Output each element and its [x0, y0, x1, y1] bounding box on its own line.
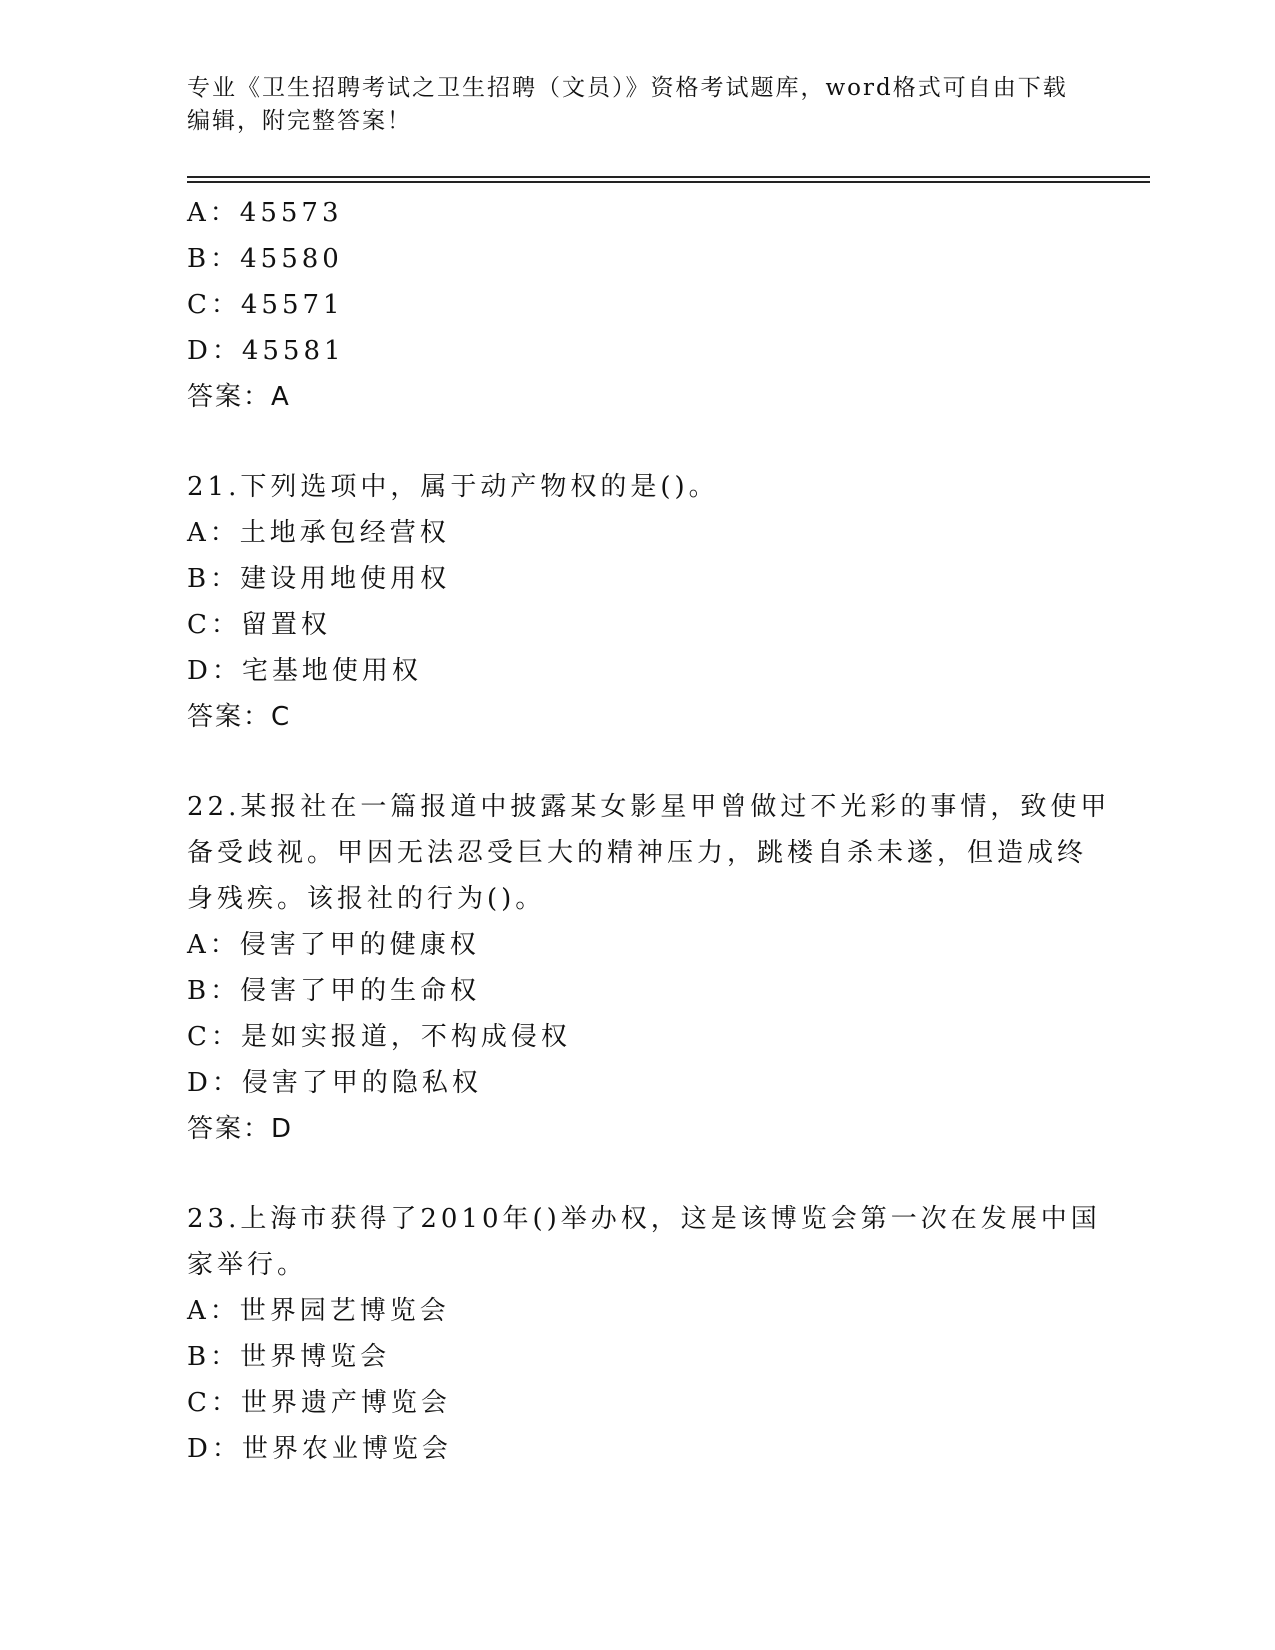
- option-d: D：宅基地使用权: [187, 656, 422, 686]
- option-c: C：45571: [187, 290, 344, 320]
- option-c: C：是如实报道，不构成侵权: [187, 1022, 571, 1052]
- option-a: A：土地承包经营权: [187, 518, 450, 548]
- option-a: A：侵害了甲的健康权: [187, 930, 480, 960]
- option-c: C：世界遗产博览会: [187, 1388, 451, 1418]
- option-b: B：侵害了甲的生命权: [187, 976, 481, 1006]
- answer-line: 答案：D: [187, 1114, 294, 1144]
- option-a: A：世界园艺博览会: [187, 1296, 450, 1326]
- question-block-prev: [187, 190, 1087, 420]
- question-text-line-1: 23.上海市获得了2010年()举办权，这是该博览会第一次在发展中国: [187, 1204, 1101, 1234]
- header-divider-bottom: [187, 181, 1150, 183]
- question-text-line-1: 22.某报社在一篇报道中披露某女影星甲曾做过不光彩的事情，致使甲: [187, 792, 1111, 822]
- option-d: D：45581: [187, 336, 345, 366]
- option-b: B：世界博览会: [187, 1342, 391, 1372]
- option-a: A：45573: [187, 198, 343, 228]
- option-d: D：世界农业博览会: [187, 1434, 452, 1464]
- question-text-line-2: 备受歧视。甲因无法忍受巨大的精神压力，跳楼自杀未遂，但造成终: [187, 838, 1088, 868]
- question-text-line-2: 家举行。: [187, 1250, 308, 1280]
- option-b: B：45580: [187, 244, 343, 274]
- option-c: C：留置权: [187, 610, 331, 640]
- option-d: D：侵害了甲的隐私权: [187, 1068, 482, 1098]
- document-body: [187, 190, 1111, 1472]
- question-block-21: [187, 464, 1087, 740]
- question-text: 21.下列选项中，属于动产物权的是()。: [187, 472, 719, 502]
- question-text-line-3: 身残疾。该报社的行为()。: [187, 884, 546, 914]
- option-b: B：建设用地使用权: [187, 564, 451, 594]
- document-header: 专业《卫生招聘考试之卫生招聘（文员）》资格考试题库，word格式可自由下载编辑，附完整答案！: [187, 75, 1068, 134]
- question-block-23: [187, 1196, 1101, 1472]
- question-block-22: [187, 784, 1111, 1152]
- answer-line: 答案：C: [187, 702, 292, 732]
- answer-line: 答案：A: [187, 382, 291, 412]
- header-divider-top: [187, 176, 1150, 178]
